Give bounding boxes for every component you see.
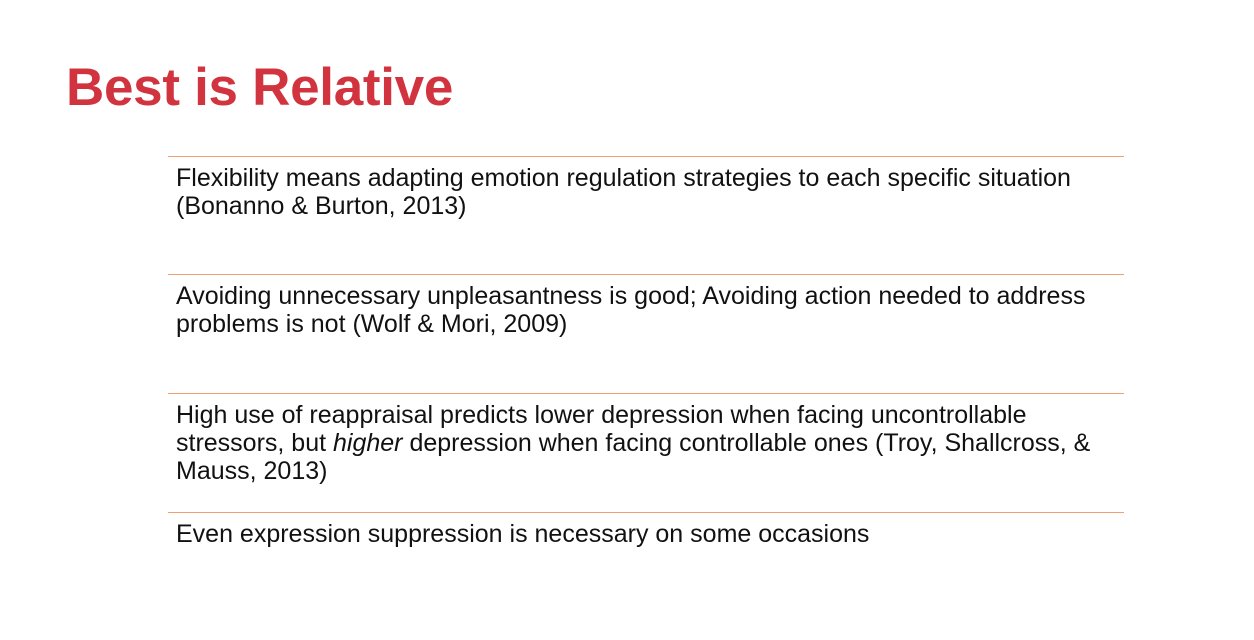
bullet-text-start: High use of reappraisal predicts lower depression when facing uncontrollable stressors, but [176, 401, 1027, 457]
bullet-point-flexibility [168, 156, 1124, 274]
bullet-text: Even expression suppression is necessary on some occasions [176, 520, 870, 548]
bullet-text-end: depression when facing controllable ones (Troy, Shallcross, & Mauss, 2013) [176, 429, 1091, 485]
bullet-point-suppression [168, 512, 1124, 572]
bullet-list [168, 156, 1124, 572]
bullet-text: Flexibility means adapting emotion regulation strategies to each specific situation (Bonanno & Burton, 2013) [176, 164, 1071, 220]
bullet-point-reappraisal [168, 393, 1124, 512]
slide-title: Best is Relative [66, 58, 454, 117]
bullet-point-avoidance [168, 274, 1124, 393]
bullet-text-emphasis: higher [333, 429, 403, 457]
bullet-text: Avoiding unnecessary unpleasantness is good; Avoiding action needed to address problems is not (Wolf & Mori, 2009) [176, 282, 1086, 338]
